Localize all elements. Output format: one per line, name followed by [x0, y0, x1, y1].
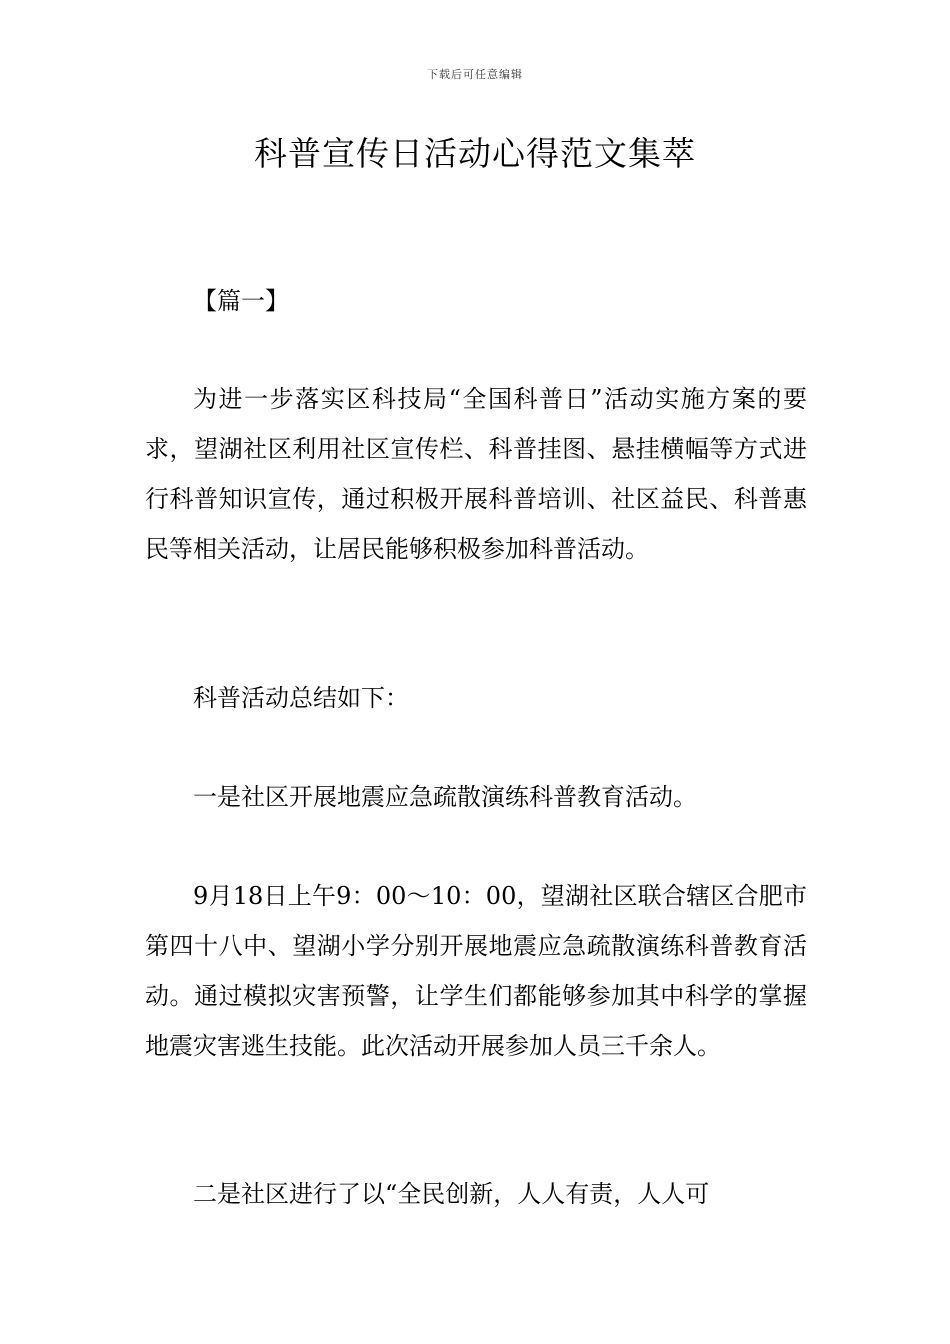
paragraph-block-5: [145, 1169, 807, 1219]
paragraph-block-1: [145, 374, 807, 574]
paragraph-item-two: 二是社区进行了以“全民创新，人人有责，人人可: [193, 1180, 710, 1208]
document-title: 科普宣传日活动心得范文集萃: [254, 134, 696, 173]
header-note: 下载后可任意编辑: [427, 68, 523, 81]
paragraph-block-3: [145, 772, 807, 822]
paragraph-block-2: [145, 673, 807, 723]
paragraph-block-4: [145, 871, 807, 1071]
paragraph-summary-heading: 科普活动总结如下：: [193, 684, 409, 712]
section-label-block: [145, 276, 807, 326]
paragraph-earthquake-drill: 9月18日上午9：00～10：00，望湖社区联合辖区合肥市第四十八中、望湖小学分别开展地震应急疏散演练科普教育活动。通过模拟灾害预警，让学生们都能够参加其中科学的掌握地震灾害逃生技能。此次活动开展参加人员三千余人。: [145, 882, 807, 1060]
paragraph-intro: 为进一步落实区科技局“全国科普日”活动实施方案的要求，望湖社区利用社区宣传栏、科普挂图、悬挂横幅等方式进行科普知识宣传，通过积极开展科普培训、社区益民、科普惠民等相关活动，让居民能够积极参加科普活动。: [145, 385, 807, 563]
section-label: 【篇一】: [193, 287, 289, 315]
paragraph-item-one: 一是社区开展地震应急疏散演练科普教育活动。: [193, 783, 697, 811]
